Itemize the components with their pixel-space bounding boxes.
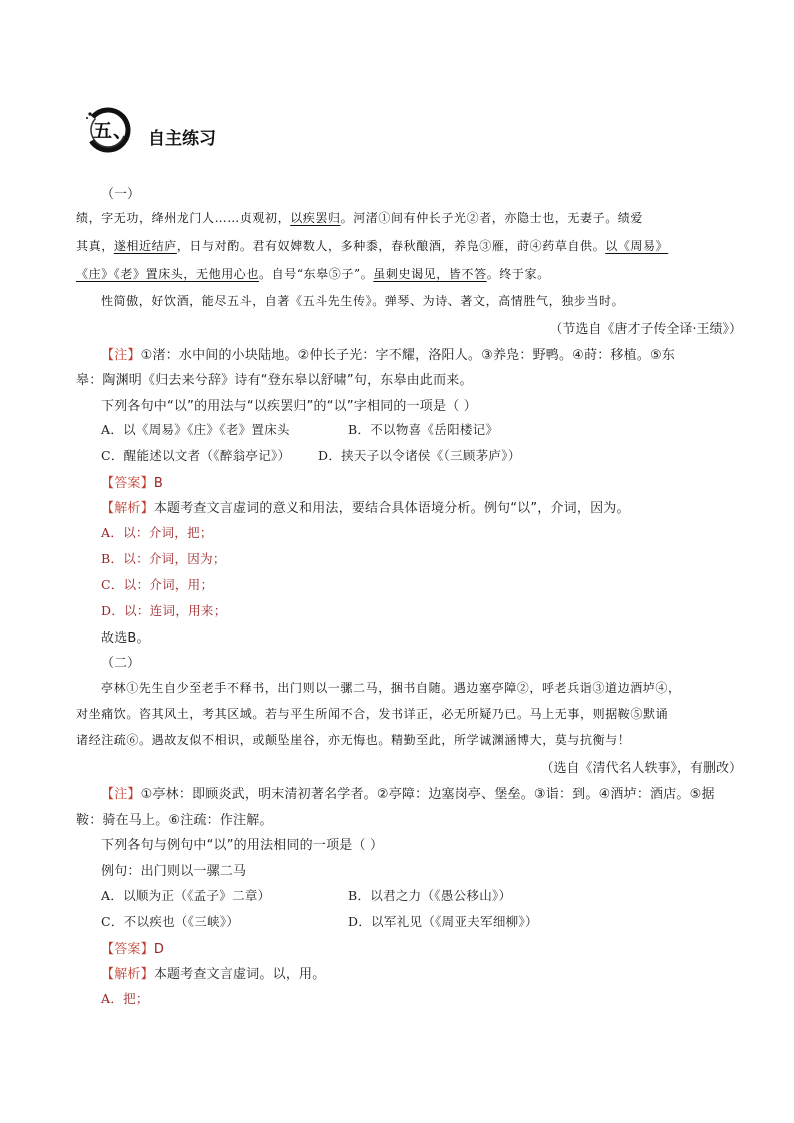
part2-note: [101, 783, 715, 802]
passage-underlined: 虽刺史谒见，皆不答: [373, 267, 487, 281]
note-label: 【注】: [101, 787, 141, 802]
note-text: ①亭林：即顾炎武，明末清初著名学者。②亭障：边塞岗亭、堡垒。③诣：到。④酒垆：酒店。⑤据: [140, 787, 715, 802]
passage-underlined: 以疾罢归: [290, 211, 341, 225]
analysis-item: C．以：介词，用；: [101, 577, 214, 592]
part1-passage-line: [76, 237, 668, 254]
part1-conclusion: 故选B。: [101, 631, 150, 646]
part1-note: [101, 344, 675, 363]
note-text: ①渚：水中间的小块陆地。②仲长子光：字不耀，洛阳人。③养凫：野鸭。④莳：移植。⑤东: [140, 348, 676, 363]
part2-analysis: [101, 963, 325, 982]
passage-text: 。河渚①间有仲长子光②者，亦隐士也，无妻子。绩爱: [340, 211, 644, 225]
passage-underlined: 遂相近结庐: [113, 239, 177, 253]
part1-passage-line: [76, 265, 550, 282]
part1-question: 下列各句中“以”的用法与“以疾罢归”的“以”字相同的一项是（ ）: [101, 399, 477, 414]
part2-passage-line: 对坐痛饮。咨其风土，考其区域。若与平生所闻不合，发书详正，必无所疑乃已。马上无事，则据鞍⑤默诵: [76, 707, 669, 721]
passage-text: 性简傲，好饮酒，能尽五斗，自著《五斗先生传》。弹琴、为诗、著文，高情胜气，独步当时。: [101, 294, 625, 308]
option-c: C．不以疾也（《三峡》）: [101, 914, 240, 929]
option-d: D．挟天子以令诸侯《（三顾茅庐》）: [318, 448, 521, 463]
passage-text: 其真，: [76, 239, 114, 253]
analysis-item: D．以：连词，用来；: [101, 603, 227, 618]
part1-note-cont: 皋：陶渊明《归去来兮辞》诗有“登东皋以舒啸”句，东皋由此而来。: [76, 373, 473, 388]
section-number: 五、: [93, 120, 134, 142]
part1-source: （节选自《唐才子传全译·王绩》）: [549, 322, 742, 337]
analysis-text: 本题考查文言虚词。以，用。: [153, 967, 326, 982]
part2-heading: （二）: [101, 656, 141, 671]
analysis-item: B．以：介词，因为；: [101, 551, 226, 566]
answer-value: B: [153, 476, 163, 491]
passage-underlined: 以《周易》: [605, 239, 669, 253]
note-label: 【注】: [101, 348, 141, 363]
part2-passage-line: 亭林①先生自少至老手不释书，出门则以一骡二马，捆书自随。遇边塞亭障②，呼老兵诣③道边酒垆④，: [101, 681, 681, 695]
analysis-item: A．以：介词，把；: [101, 525, 213, 540]
option-c: C．醒能述以文者（《醉翁亭记》）: [101, 448, 291, 463]
passage-text: 绩，字无功，绛州龙门人……贞观初，: [76, 211, 291, 225]
part1-heading: （一）: [101, 187, 141, 202]
section-title: 自主练习: [148, 129, 216, 149]
analysis-label: 【解析】: [101, 967, 154, 982]
passage-text: 。终于家。: [486, 267, 550, 281]
option-b: B．以君之力（《愚公移山》）: [348, 888, 512, 903]
analysis-item: A．把；: [101, 991, 149, 1006]
answer-label: 【答案】: [101, 942, 154, 957]
option-b: B．不以物喜《岳阳楼记》: [348, 422, 499, 437]
passage-underlined: 《庄》《老》置床头，无他用心也: [76, 267, 260, 281]
part1-analysis: [101, 497, 630, 516]
answer-value: D: [153, 942, 165, 957]
option-a: A．以《周易》《庄》《老》置床头: [101, 422, 290, 437]
part2-passage-line: 诸经注疏⑥。遇故友似不相识，或颠坠崖谷，亦无悔也。精勤至此，所学诚渊涵博大，莫与抗衡与！: [76, 733, 631, 747]
part2-question: 下列各句与例句中“以”的用法相同的一项是（ ）: [101, 838, 384, 853]
part2-source: （选自《清代名人轶事》，有删改）: [540, 761, 742, 776]
part2-example: 例句：出门则以一骡二马: [101, 864, 247, 879]
analysis-text: 本题考查文言虚词的意义和用法，要结合具体语境分析。例句“以”，介词，因为。: [153, 501, 630, 516]
part2-note-cont: 鞍：骑在马上。⑥注疏：作注解。: [76, 813, 273, 828]
passage-text: ，日与对酌。君有奴婢数人，多种黍，春秋酿酒，养凫③雁，莳④药草自供。: [176, 239, 606, 253]
passage-text: 。自号“东皋⑤子”。: [259, 267, 374, 281]
option-d: D．以军礼见（《周亚夫军细柳》）: [348, 914, 538, 929]
part1-passage-line: [101, 292, 624, 309]
part1-passage-line: [76, 209, 643, 226]
analysis-label: 【解析】: [101, 501, 154, 516]
answer-label: 【答案】: [101, 476, 154, 491]
part2-answer: [101, 938, 164, 957]
option-a: A．以顺为正（《孟子》二章）: [101, 888, 271, 903]
part1-answer: [101, 472, 163, 491]
